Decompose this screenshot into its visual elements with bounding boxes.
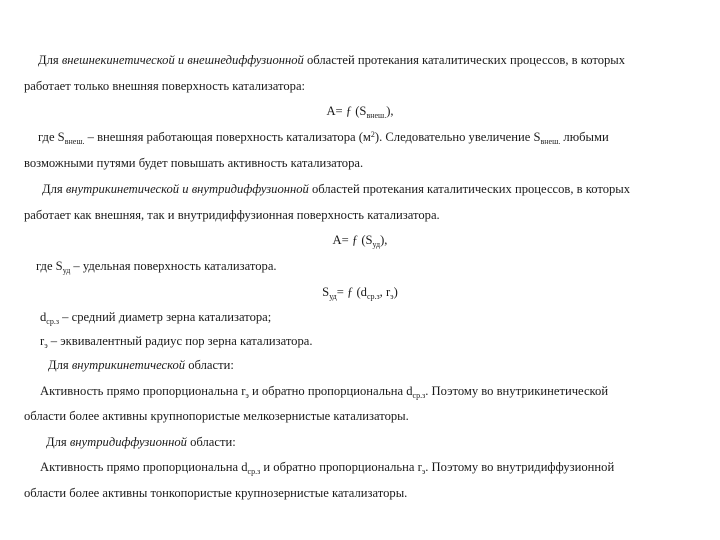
paragraph-external-surface-definition-cont: возможными путями будет повышать активность катализатора. bbox=[24, 156, 364, 170]
paragraph-internal-regions: Для внутрикинетической и внутридиффузионной областей протекания каталитических процессов, в которых bbox=[42, 182, 631, 196]
emphasis-internal-diffusion: внутридиффузионной bbox=[69, 435, 187, 449]
paragraph-external-regions: Для внешнекинетической и внешнедиффузионной областей протекания каталитических процессов, в которых bbox=[38, 53, 626, 67]
paragraph-internal-diffusion-activity-cont: области более активны тонкопористые крупнозернистые катализаторы. bbox=[24, 486, 408, 500]
paragraph-internal-diffusion-activity: Активность прямо пропорциональна $d_{ср.з}$ и обратно пропорциональна $r_э$. Поэтому во внутридиффузионной bbox=[40, 460, 615, 476]
emphasis-internal-regions: внутрикинетической и внутридиффузионной bbox=[65, 182, 309, 196]
definition-pore-radius: $r_э$ – эквивалентный радиус пор зерна катализатора. bbox=[40, 334, 313, 350]
formula-activity-external: A= ƒ $(S_{внеш.})$, bbox=[326, 104, 394, 120]
definition-grain-diameter: $d_{ср.з}$ – средний диаметр зерна катализатора; bbox=[40, 310, 272, 326]
paragraph-external-regions-cont: работает только внешняя поверхность катализатора: bbox=[24, 79, 306, 93]
heading-internal-kinetic: Для внутрикинетической области: bbox=[48, 358, 234, 372]
formula-activity-specific: A= ƒ $(S_{уд})$, bbox=[332, 233, 388, 249]
paragraph-internal-kinetic-activity: Активность прямо пропорциональна $r_э$ и обратно пропорциональна $d_{ср.з}$. Поэтому во внутрикинетической bbox=[40, 384, 609, 400]
paragraph-internal-kinetic-activity-cont: области более активны крупнопористые мелкозернистые катализаторы. bbox=[24, 409, 409, 423]
paragraph-external-surface-definition: где $S_{внеш.}$ – внешняя работающая поверхность катализатора $(м^2)$. Следовательно увеличение $S_{внеш.}$ любыми bbox=[38, 130, 609, 146]
paragraph-internal-regions-cont: работает как внешняя, так и внутридиффузионная поверхность катализатора. bbox=[24, 208, 440, 222]
emphasis-internal-kinetic: внутрикинетической bbox=[71, 358, 186, 372]
heading-internal-diffusion: Для внутридиффузионной области: bbox=[46, 435, 236, 449]
formula-specific-surface: $S_{уд}=$ ƒ ($d_{ср.з}$, $r_э$) bbox=[322, 285, 398, 301]
emphasis-external-regions: внешнекинетической и внешнедиффузионной bbox=[61, 53, 304, 67]
paragraph-specific-surface-definition: где $S_{уд}$ – удельная поверхность катализатора. bbox=[36, 259, 277, 275]
